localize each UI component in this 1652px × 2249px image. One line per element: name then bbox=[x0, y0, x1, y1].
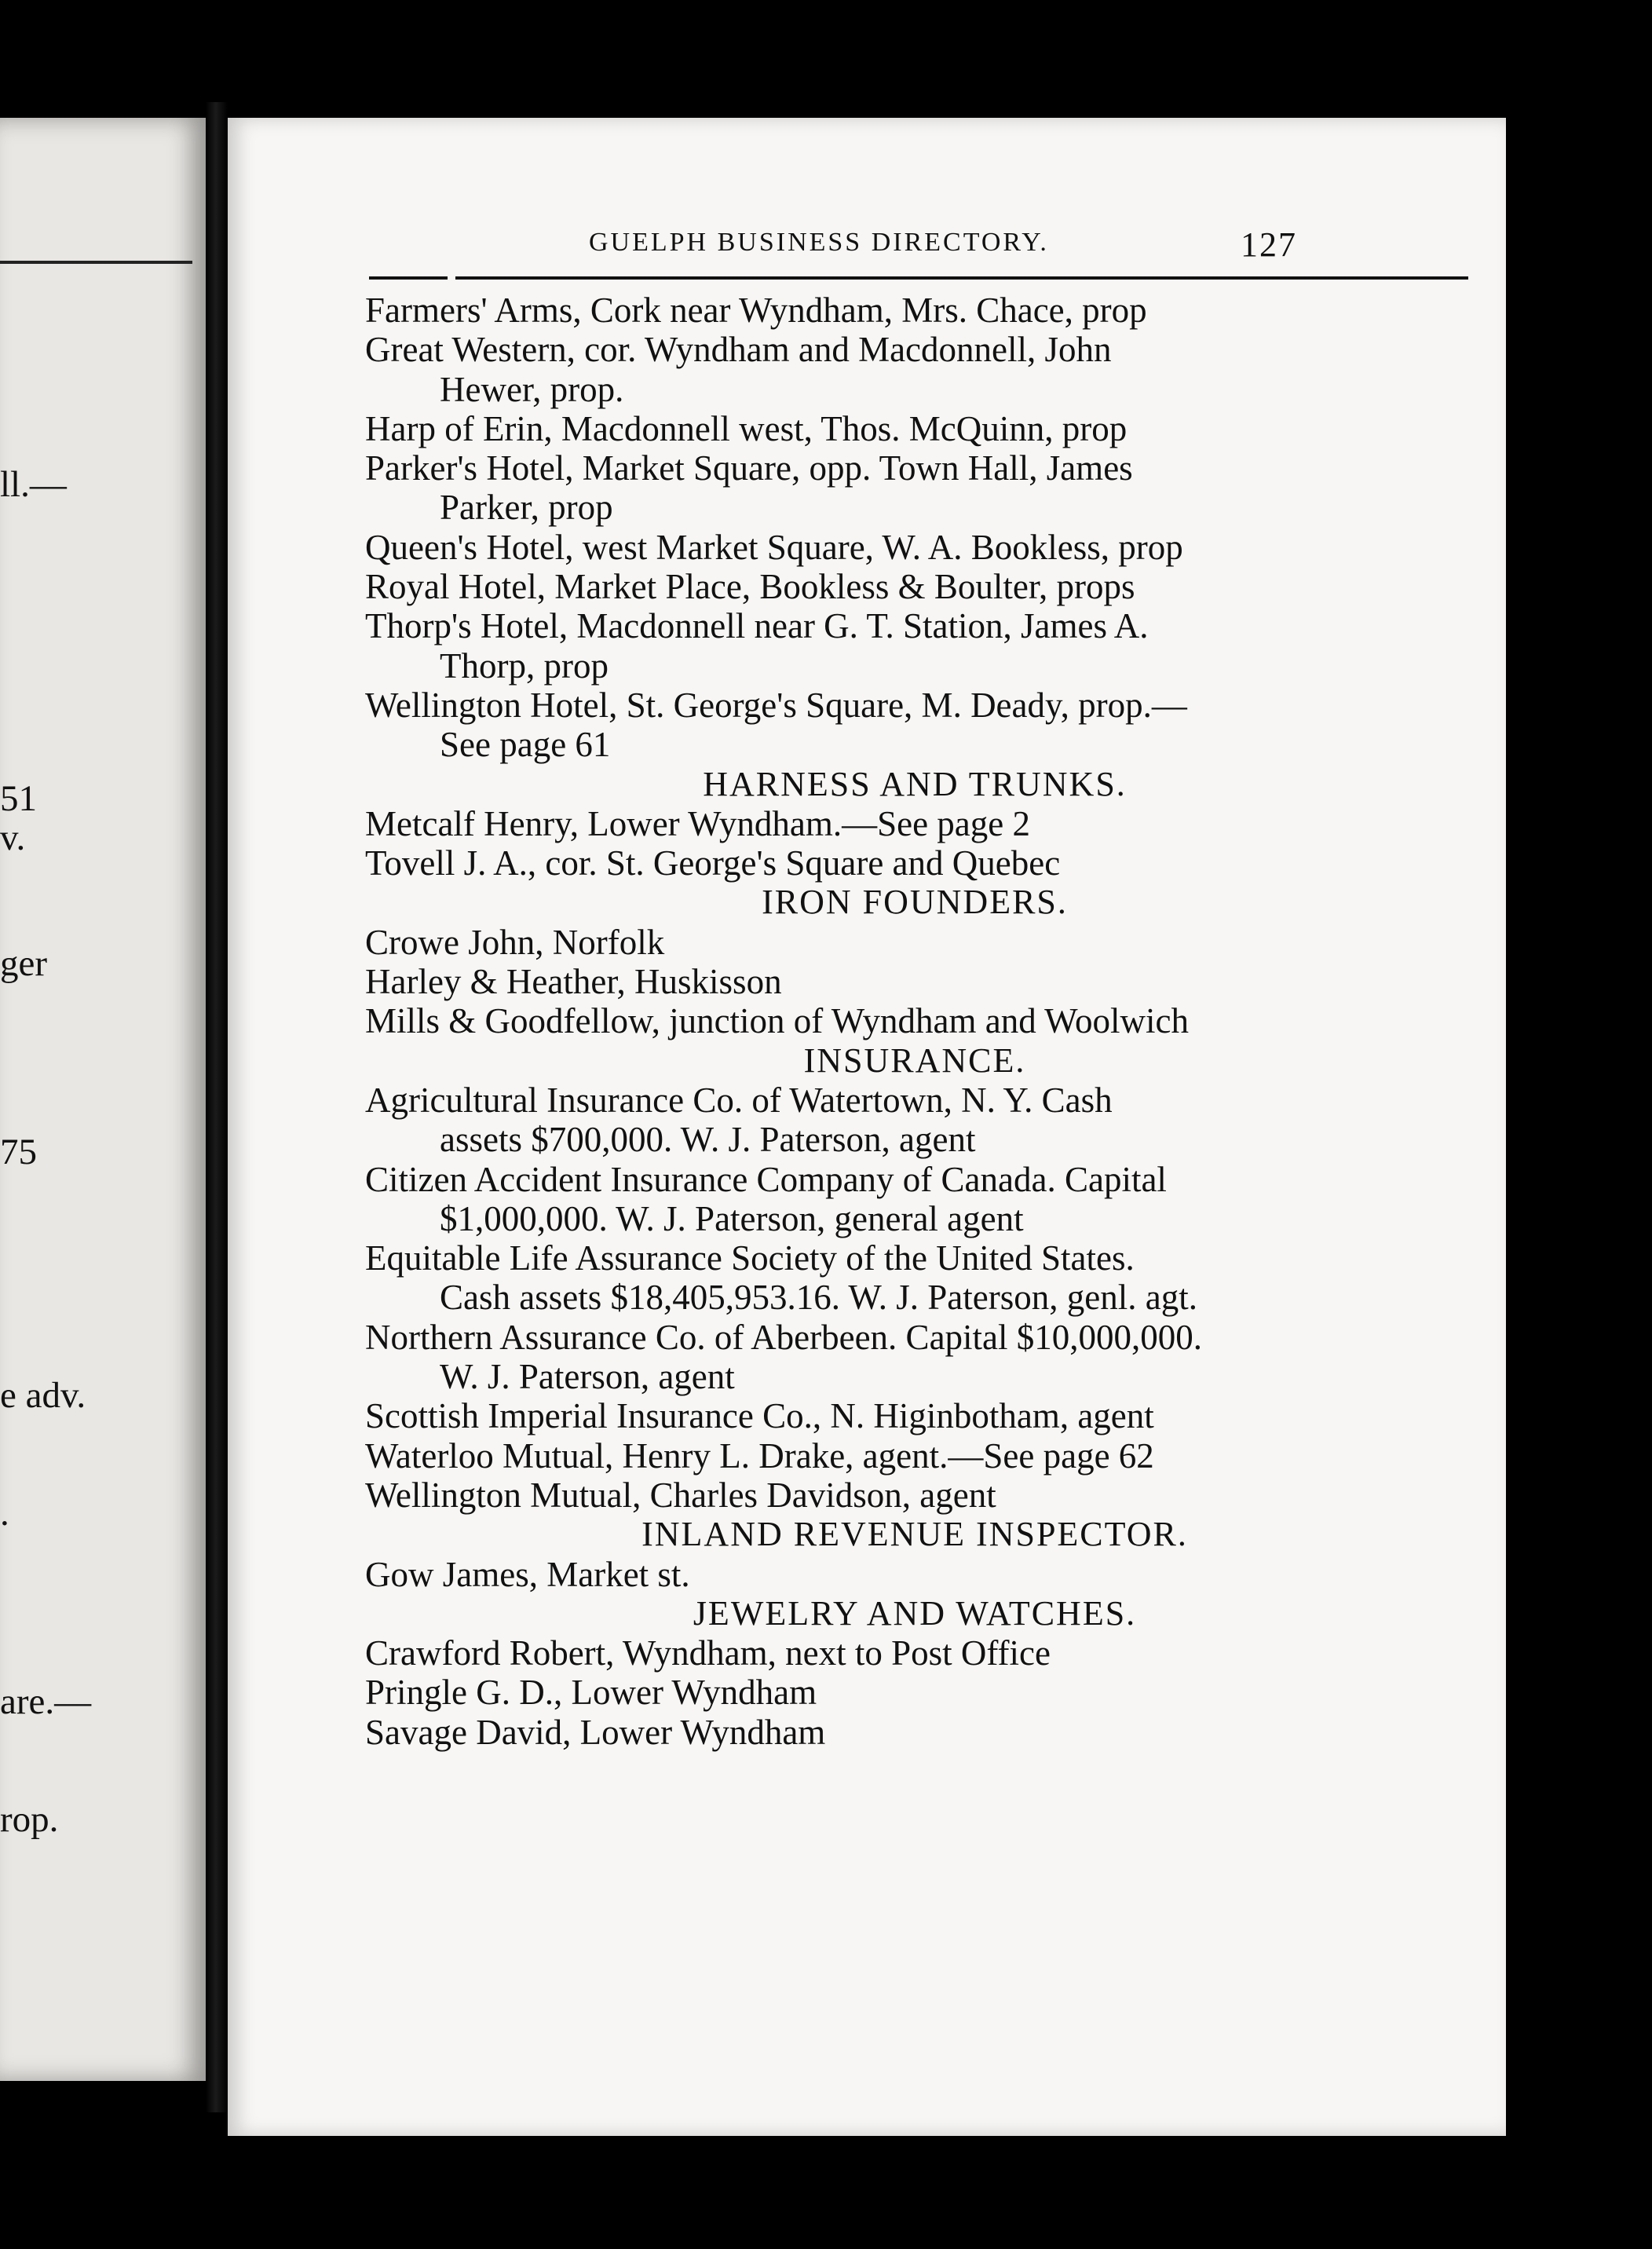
header-rule bbox=[369, 276, 448, 280]
book-gutter bbox=[206, 102, 228, 2112]
header-rule bbox=[455, 276, 1468, 280]
facing-page-fragment: e adv. bbox=[0, 1375, 86, 1416]
listing-entry: Agricultural Insurance Co. of Watertown, N. Y. Cash assets $700,000. W. J. Paterson, agent bbox=[365, 1080, 1113, 1160]
listing-entry: Gow James, Market st. bbox=[365, 1554, 690, 1594]
listing-entry: Royal Hotel, Market Place, Bookless & Boulter, props bbox=[365, 567, 1135, 607]
listing-entry: Harley & Heather, Huskisson bbox=[365, 962, 782, 1002]
listing-entry: Great Western, cor. Wyndham and Macdonnell, John Hewer, prop. bbox=[365, 330, 1112, 409]
listing-entry: Citizen Accident Insurance Company of Canada. Capital $1,000,000. W. J. Paterson, general agent bbox=[365, 1159, 1167, 1238]
section-heading: HARNESS AND TRUNKS. bbox=[703, 764, 1127, 803]
listing-entry: Northern Assurance Co. of Aberbeen. Capital $10,000,000. W. J. Paterson, agent bbox=[365, 1317, 1203, 1397]
listing-entry: Scottish Imperial Insurance Co., N. Higinbotham, agent bbox=[365, 1396, 1154, 1436]
facing-page-fragment: . bbox=[0, 1493, 9, 1534]
listing-entry: Tovell J. A., cor. St. George's Square and Quebec bbox=[365, 843, 1061, 883]
facing-page-fragment: 75 bbox=[0, 1132, 37, 1172]
facing-page-fragment: rop. bbox=[0, 1799, 59, 1840]
section-heading: JEWELRY AND WATCHES. bbox=[693, 1593, 1137, 1633]
directory-page bbox=[228, 118, 1506, 2136]
listing-entry: Harp of Erin, Macdonnell west, Thos. McQuinn, prop bbox=[365, 408, 1128, 448]
listing-entry: Crawford Robert, Wyndham, next to Post Office bbox=[365, 1633, 1051, 1673]
section-heading: INLAND REVENUE INSPECTOR. bbox=[641, 1515, 1188, 1554]
facing-page-rule bbox=[0, 261, 192, 264]
page-number: 127 bbox=[1241, 225, 1297, 264]
listing-entry: Mills & Goodfellow, junction of Wyndham and Woolwich bbox=[365, 1001, 1189, 1041]
facing-page-fragment: ger bbox=[0, 943, 48, 984]
listing-entry: Waterloo Mutual, Henry L. Drake, agent.—See page 62 bbox=[365, 1435, 1154, 1476]
listing-entry: Equitable Life Assurance Society of the United States. Cash assets $18,405,953.16. W. J. Paterson, genl. agt. bbox=[365, 1238, 1197, 1318]
facing-page-fragment: 51 bbox=[0, 778, 37, 819]
listing-entry: Queen's Hotel, west Market Square, W. A. Bookless, prop bbox=[365, 527, 1183, 567]
running-head-title: GUELPH BUSINESS DIRECTORY. bbox=[589, 228, 1049, 257]
running-head bbox=[228, 225, 1506, 275]
facing-page-fragment: are.— bbox=[0, 1681, 92, 1722]
listing-entry: Thorp's Hotel, Macdonnell near G. T. Station, James A. Thorp, prop bbox=[365, 606, 1149, 686]
facing-page-fragment: ll.— bbox=[0, 464, 67, 505]
facing-page-edge bbox=[0, 118, 206, 2081]
listing-entry: Wellington Hotel, St. George's Square, M. Deady, prop.— See page 61 bbox=[365, 685, 1187, 765]
listing-entry: Crowe John, Norfolk bbox=[365, 922, 665, 962]
directory-listing bbox=[365, 291, 1464, 1752]
section-heading: INSURANCE. bbox=[803, 1040, 1026, 1080]
listing-entry: Metcalf Henry, Lower Wyndham.—See page 2 bbox=[365, 803, 1031, 843]
listing-entry: Farmers' Arms, Cork near Wyndham, Mrs. Chace, prop bbox=[365, 291, 1147, 330]
section-heading: IRON FOUNDERS. bbox=[762, 883, 1068, 922]
facing-page-fragment: v. bbox=[0, 817, 26, 858]
listing-entry: Savage David, Lower Wyndham bbox=[365, 1712, 826, 1752]
listing-entry: Parker's Hotel, Market Square, opp. Town Hall, James Parker, prop bbox=[365, 448, 1133, 528]
listing-entry: Wellington Mutual, Charles Davidson, agent bbox=[365, 1475, 996, 1515]
listing-entry: Pringle G. D., Lower Wyndham bbox=[365, 1673, 817, 1713]
